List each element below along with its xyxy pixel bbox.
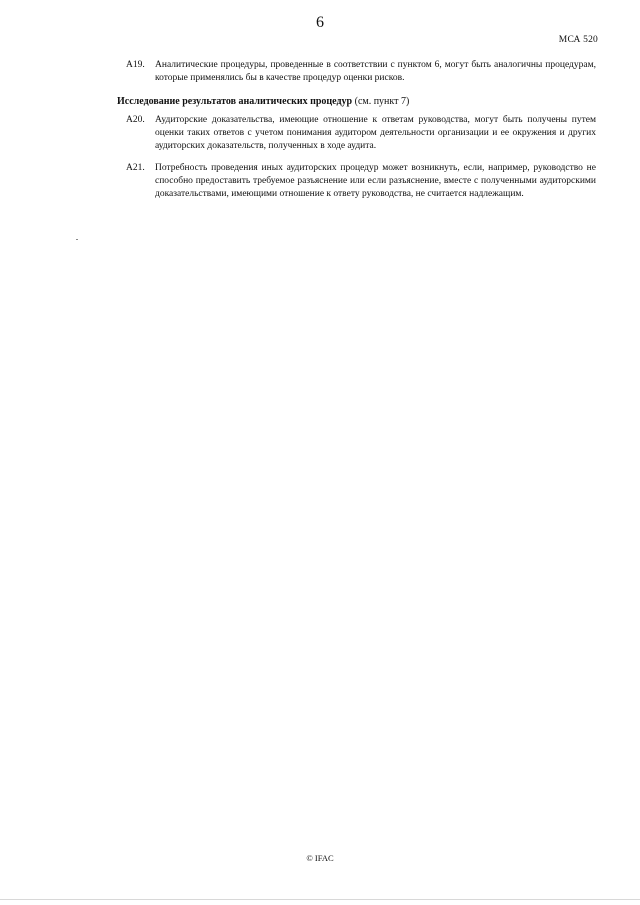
section-title: Исследование результатов аналитических процедур bbox=[117, 96, 353, 107]
document-code: МСА 520 bbox=[558, 35, 598, 45]
paragraph-a20 bbox=[126, 114, 596, 153]
paragraph-number: A19. bbox=[126, 60, 145, 70]
paragraph-text: Потребность проведения иных аудиторских процедур может возникнуть, если, например, руководство не способно предоставить требуемое разъяснение или если разъяснение, вместе с полученными аудиторскими доказательствами, имеющими отношение к ответу руководства, не считается надлежащим. bbox=[155, 163, 596, 199]
page-number: 6 bbox=[316, 14, 324, 31]
paragraph-a19 bbox=[126, 59, 596, 85]
section-reference: (см. пункт 7) bbox=[354, 96, 410, 107]
scan-speck bbox=[76, 239, 78, 240]
paragraph-number: A21. bbox=[126, 163, 145, 173]
paragraph-text: Аудиторские доказательства, имеющие отношение к ответам руководства, могут быть получены путем оценки таких ответов с учетом понимания аудитором деятельности организации и ее окружения и других аудиторских доказательств, полученных в ходе аудита. bbox=[155, 115, 596, 151]
page-bottom-edge bbox=[0, 899, 640, 900]
copyright-footer: © IFAC bbox=[306, 853, 334, 863]
paragraph-text: Аналитические процедуры, проведенные в соответствии с пунктом 6, могут быть аналогичны процедурам, которые применялись бы в качестве процедур оценки рисков. bbox=[155, 60, 596, 83]
paragraph-a21 bbox=[126, 162, 596, 201]
paragraph-number: A20. bbox=[126, 115, 145, 125]
section-heading bbox=[117, 96, 409, 107]
